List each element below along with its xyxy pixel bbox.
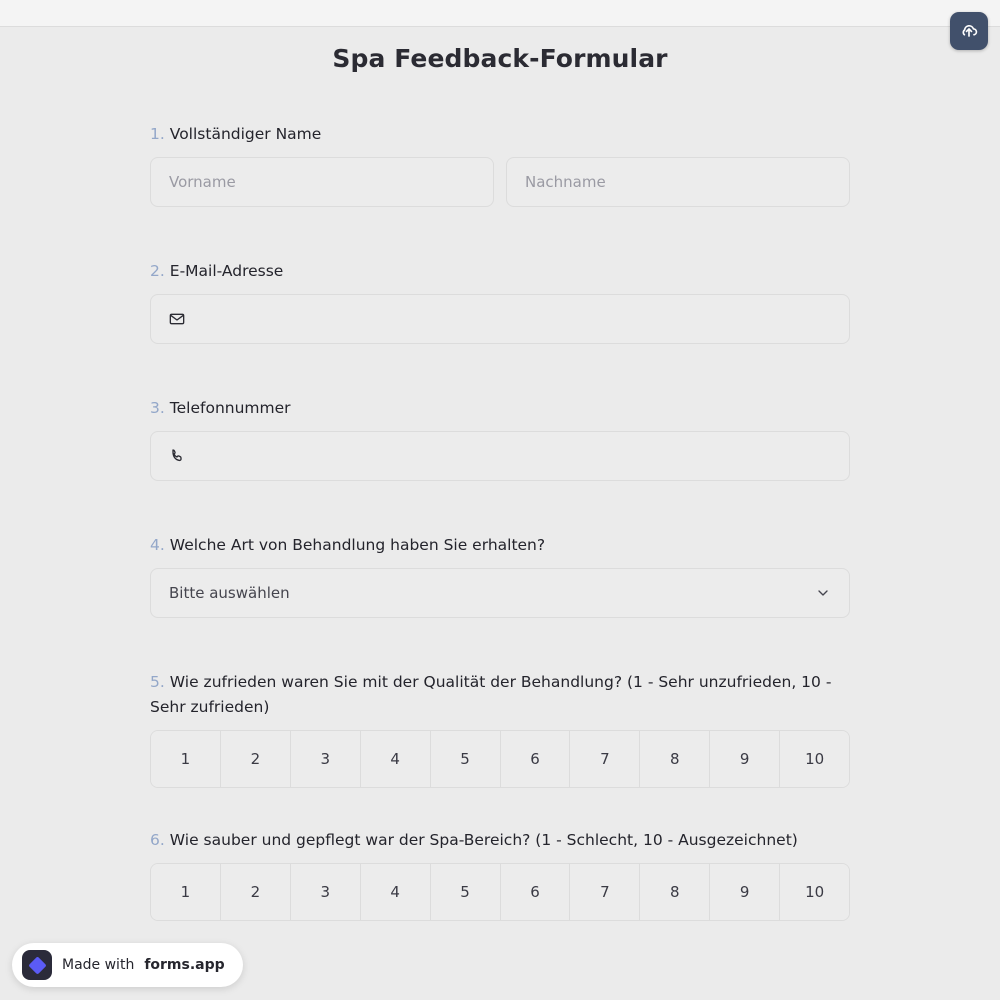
scale-option[interactable]: 10 (780, 731, 849, 787)
page-scrollbar[interactable] (994, 0, 1000, 1000)
question-6-text: Wie sauber und gepflegt war der Spa-Bereich? (1 - Schlecht, 10 - Ausgezeichnet) (169, 831, 798, 849)
question-5 (150, 670, 850, 788)
name-field-row (150, 157, 850, 207)
question-1-text: Vollständiger Name (169, 125, 322, 143)
scale-option[interactable]: 6 (501, 864, 571, 920)
treatment-type-select[interactable] (150, 568, 850, 618)
scale-option[interactable]: 3 (291, 864, 361, 920)
top-bar (0, 0, 1000, 27)
logo-diamond (28, 956, 46, 974)
question-2 (150, 259, 850, 344)
last-name-input[interactable]: Nachname (506, 157, 850, 207)
scale-option[interactable]: 7 (570, 731, 640, 787)
email-input[interactable] (150, 294, 850, 344)
scale-option[interactable]: 9 (710, 864, 780, 920)
scale-option[interactable]: 9 (710, 731, 780, 787)
envelope-icon (169, 311, 185, 327)
question-3 (150, 396, 850, 481)
scale-option[interactable]: 2 (221, 864, 291, 920)
spacer (150, 207, 850, 259)
question-2-number: 2. (150, 262, 165, 280)
phone-input[interactable] (150, 431, 850, 481)
scale-option[interactable]: 10 (780, 864, 849, 920)
question-1-label (150, 122, 850, 147)
satisfaction-scale (150, 730, 850, 788)
question-3-text: Telefonnummer (169, 399, 291, 417)
question-6 (150, 828, 850, 921)
scale-option[interactable]: 5 (431, 864, 501, 920)
forms-app-logo-icon (22, 950, 52, 980)
scale-option[interactable]: 4 (361, 731, 431, 787)
scale-option[interactable]: 8 (640, 731, 710, 787)
spacer (150, 788, 850, 828)
spacer (150, 344, 850, 396)
scale-option[interactable]: 7 (570, 864, 640, 920)
question-5-number: 5. (150, 673, 165, 691)
spacer (150, 618, 850, 670)
question-4 (150, 533, 850, 618)
scale-option[interactable]: 6 (501, 731, 571, 787)
cleanliness-scale (150, 863, 850, 921)
cloud-upload-icon (959, 21, 979, 41)
question-5-label (150, 670, 850, 720)
question-4-number: 4. (150, 536, 165, 554)
scale-option[interactable]: 2 (221, 731, 291, 787)
question-3-number: 3. (150, 399, 165, 417)
question-4-text: Welche Art von Behandlung haben Sie erhalten? (169, 536, 546, 554)
scale-option[interactable]: 1 (151, 731, 221, 787)
scale-option[interactable]: 4 (361, 864, 431, 920)
scale-option[interactable]: 8 (640, 864, 710, 920)
question-2-label (150, 259, 850, 284)
question-2-text: E-Mail-Adresse (169, 262, 284, 280)
first-name-input[interactable]: Vorname (150, 157, 494, 207)
made-with-forms-app-badge[interactable] (12, 943, 243, 987)
question-3-label (150, 396, 850, 421)
spacer (150, 481, 850, 533)
badge-made-with-label: Made with (62, 957, 135, 973)
phone-icon (169, 448, 185, 464)
scale-option[interactable]: 3 (291, 731, 361, 787)
scale-option[interactable]: 1 (151, 864, 221, 920)
form-body (150, 122, 850, 921)
question-1-number: 1. (150, 125, 165, 143)
chevron-down-icon (815, 585, 831, 601)
question-1 (150, 122, 850, 207)
treatment-type-selected-value: Bitte auswählen (169, 584, 290, 602)
question-4-label (150, 533, 850, 558)
question-6-number: 6. (150, 831, 165, 849)
badge-brand-label: forms.app (144, 957, 225, 973)
question-5-text: Wie zufrieden waren Sie mit der Qualität der Behandlung? (1 - Sehr unzufrieden, 10 - Sehr zufrieden) (150, 673, 832, 716)
page-title: Spa Feedback-Formular (332, 44, 668, 73)
question-6-label (150, 828, 850, 853)
scale-option[interactable]: 5 (431, 731, 501, 787)
